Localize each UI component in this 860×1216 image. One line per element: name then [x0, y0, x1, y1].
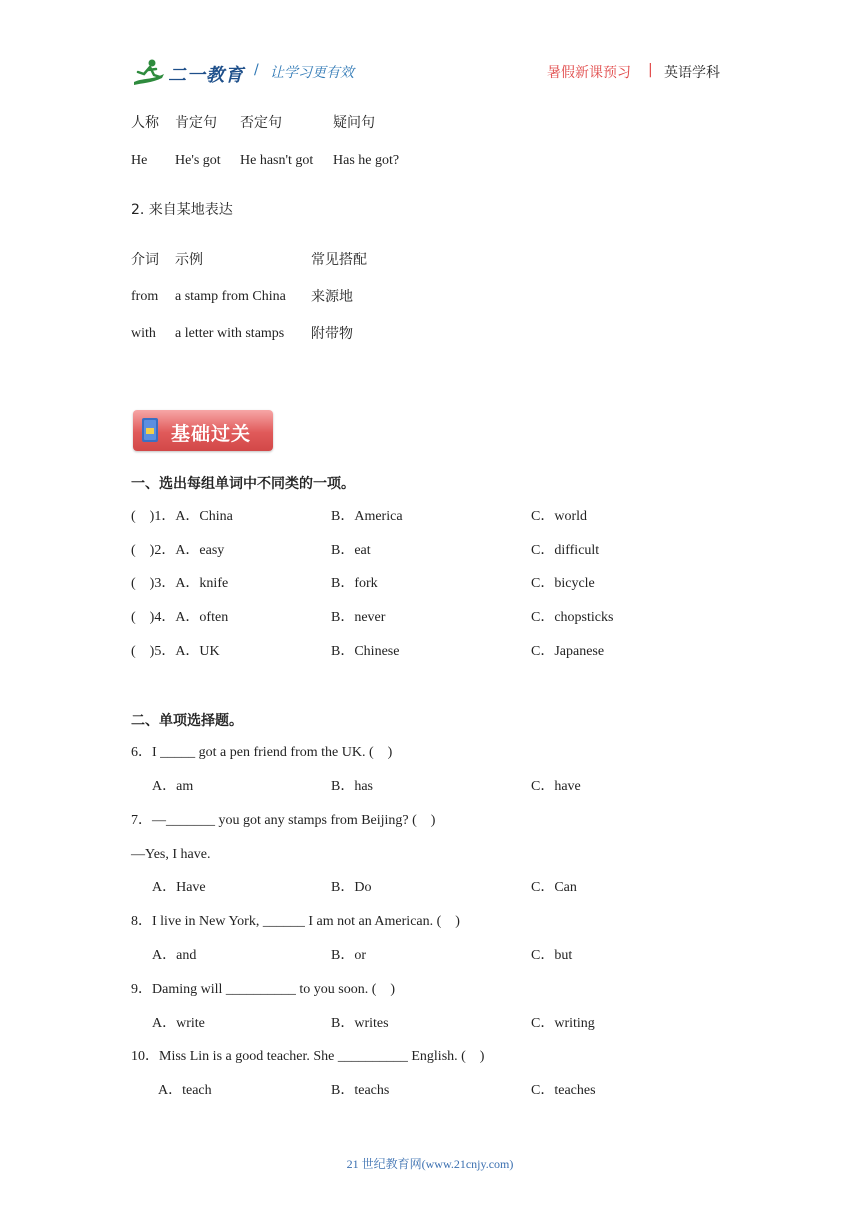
part1-q5-option-b: B．Chinese — [331, 644, 400, 659]
part2-title: 二、单项选择题。 — [131, 713, 243, 729]
part2-q8-option-b: B．or — [331, 948, 366, 963]
part2-q9-option-a: A．write — [152, 1016, 205, 1031]
part1-q1-option-b: B．America — [331, 509, 403, 524]
part2-q6-option-a: A．am — [152, 779, 194, 794]
table1-cell-affirmative: He's got — [175, 153, 221, 168]
part2-q8: 8．I live in New York, ______ I am not an American. ( ) — [131, 914, 460, 929]
part2-q9-option-b: B．writes — [331, 1016, 389, 1031]
badge-label: 基础过关 — [171, 423, 252, 445]
part2-q10: 10．Miss Lin is a good teacher. She __________ English. ( ) — [131, 1049, 485, 1064]
logo-text: 二一教育 — [168, 65, 244, 86]
part2-q9-option-c: C．writing — [531, 1016, 595, 1031]
part1-q2: ( )2．A．easy — [131, 543, 225, 558]
logo-runner-icon — [132, 58, 166, 88]
table2-row1-prep: from — [131, 289, 159, 304]
table1-header-question: 疑问句 — [333, 115, 375, 131]
part1-q1-option-c: C．world — [531, 509, 587, 524]
section-badge — [133, 410, 273, 451]
part1-q2-option-c: C．difficult — [531, 543, 600, 558]
part1-q3-option-b: B．fork — [331, 576, 378, 591]
table1-header-affirmative: 肯定句 — [175, 115, 217, 131]
table2-row1-collocation: 来源地 — [311, 289, 353, 305]
part2-q9: 9．Daming will __________ to you soon. ( ) — [131, 982, 396, 997]
part2-q7-option-a: A．Have — [152, 880, 206, 895]
part2-q10-option-b: B．teachs — [331, 1083, 390, 1098]
part1-q1: ( )1．A．China — [131, 509, 233, 524]
section2-title: 2. 来自某地表达 — [131, 202, 233, 218]
header-subject-label: 英语学科 — [664, 65, 720, 81]
part1-q5: ( )5．A．UK — [131, 644, 220, 659]
part2-q8-option-c: C．but — [531, 948, 573, 963]
table1-cell-person: He — [131, 153, 148, 168]
table2-header-collocation: 常见搭配 — [311, 252, 367, 268]
part2-q6: 6．I _____ got a pen friend from the UK. ( ) — [131, 745, 393, 760]
book-icon — [141, 417, 159, 443]
part2-q7-option-b: B．Do — [331, 880, 372, 895]
part2-q7-option-c: C．Can — [531, 880, 577, 895]
part1-q4-option-b: B．never — [331, 610, 386, 625]
header-separator: | — [648, 62, 653, 78]
table1-cell-question: Has he got? — [333, 153, 400, 168]
part2-q6-option-c: C．have — [531, 779, 581, 794]
part2-q6-option-b: B．has — [331, 779, 373, 794]
footer-link[interactable]: 21 世纪教育网(www.21cnjy.com) — [346, 1157, 514, 1171]
part2-q7: 7．—_______ you got any stamps from Beijing? ( ) — [131, 813, 436, 828]
table2-header-preposition: 介词 — [131, 252, 159, 268]
part1-q3-option-c: C．bicycle — [531, 576, 595, 591]
table2-row2-prep: with — [131, 326, 156, 341]
header-course-label: 暑假新课预习 — [547, 65, 631, 81]
table1-header-person: 人称 — [131, 115, 159, 131]
part2-q8-option-a: A．and — [152, 948, 197, 963]
table2-row2-collocation: 附带物 — [311, 326, 353, 342]
part2-q10-option-c: C．teaches — [531, 1083, 596, 1098]
table2-row2-example: a letter with stamps — [175, 326, 285, 341]
slogan: 让学习更有效 — [270, 65, 354, 81]
table1-header-negative: 否定句 — [240, 115, 282, 131]
part1-q4: ( )4．A．often — [131, 610, 229, 625]
part1-q3: ( )3．A．knife — [131, 576, 229, 591]
part1-title: 一、选出每组单词中不同类的一项。 — [131, 476, 355, 492]
part1-q2-option-b: B．eat — [331, 543, 371, 558]
table2-header-example: 示例 — [175, 252, 203, 268]
table1-cell-negative: He hasn't got — [240, 153, 314, 168]
part1-q4-option-c: C．chopsticks — [531, 610, 614, 625]
part1-q5-option-c: C．Japanese — [531, 644, 605, 659]
part2-q7-reply: —Yes, I have. — [131, 847, 211, 862]
table2-row1-example: a stamp from China — [175, 289, 286, 304]
part2-q10-option-a: A．teach — [158, 1083, 212, 1098]
header-slash: / — [254, 62, 259, 78]
